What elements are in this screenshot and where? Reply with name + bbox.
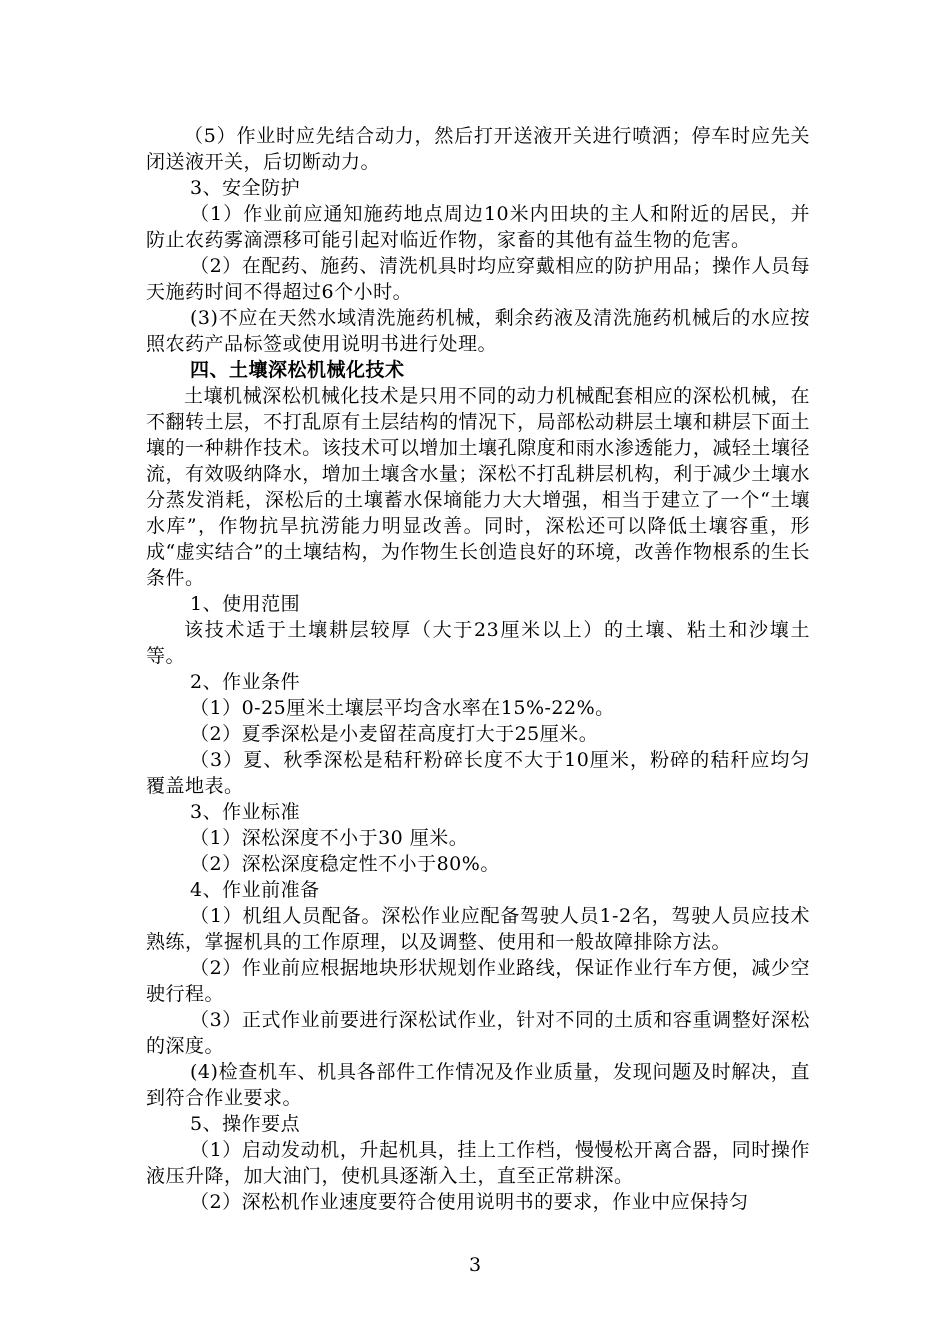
paragraph: （3）正式作业前要进行深松试作业，针对不同的土质和容重调整好深松的深度。: [146, 1009, 810, 1057]
section-heading: 四、土壤深松机械化技术: [190, 359, 405, 381]
paragraph: 4、作业前准备: [190, 879, 320, 901]
paragraph: 该技术适于土壤耕层较厚（大于23厘米以上）的土壤、粘土和沙壤土等。: [146, 619, 810, 667]
paragraph: （2）深松机作业速度要符合使用说明书的要求，作业中应保持匀: [190, 1191, 749, 1213]
paragraph: （1）深松深度不小于30 厘米。: [190, 827, 469, 849]
paragraph: （1）0-25厘米土壤层平均含水率在15%-22%。: [190, 697, 615, 719]
paragraph: （1）机组人员配备。深松作业应配备驾驶人员1-2名，驾驶人员应技术熟练，掌握机具的工作原理，以及调整、使用和一般故障排除方法。: [146, 905, 810, 953]
paragraph: 土壤机械深松机械化技术是只用不同的动力机械配套相应的深松机械，在不翻转土层，不打乱原有土层结构的情况下，局部松动耕层土壤和耕层下面土壤的一种耕作技术。该技术可以增加土壤孔隙度和雨水渗透能力，减轻土壤径流，有效吸纳降水，增加土壤含水量；深松不打乱耕层机构，利于减少土壤水分蒸发消耗，深松后的土壤蓄水保墒能力大大增强，相当于建立了一个“土壤水库”，作物抗旱抗涝能力明显改善。同时，深松还可以降低土壤容重，形成“虚实结合”的土壤结构，为作物生长创造良好的环境，改善作物根系的生长条件。: [146, 385, 810, 589]
paragraph: 3、安全防护: [190, 177, 301, 199]
paragraph: （3）夏、秋季深松是秸秆粉碎长度不大于10厘米，粉碎的秸秆应均匀覆盖地表。: [146, 749, 810, 797]
paragraph: （1）启动发动机，升起机具，挂上工作档，慢慢松开离合器，同时操作液压升降，加大油门，使机具逐渐入土，直至正常耕深。: [146, 1139, 810, 1187]
paragraph: （2）作业前应根据地块形状规划作业路线，保证作业行车方便，减少空驶行程。: [146, 957, 810, 1005]
paragraph: 3、作业标准: [190, 801, 301, 823]
paragraph: （5）作业时应先结合动力，然后打开送液开关进行喷洒；停车时应先关闭送液开关，后切断动力。: [146, 125, 810, 173]
paragraph: （1）作业前应通知施药地点周边10米内田块的主人和附近的居民，并防止农药雾滴漂移可能引起对临近作物，家畜的其他有益生物的危害。: [146, 203, 810, 251]
paragraph: （2）在配药、施药、清洗机具时均应穿戴相应的防护用品；操作人员每天施药时间不得超过6个小时。: [146, 255, 810, 303]
page-number: 3: [468, 1254, 482, 1276]
paragraph: 2、作业条件: [190, 671, 301, 693]
paragraph: 1、使用范围: [190, 593, 301, 615]
paragraph: （2）夏季深松是小麦留茬高度打大于25厘米。: [190, 723, 599, 745]
paragraph: (4)检查机车、机具各部件工作情况及作业质量，发现问题及时解决，直到符合作业要求。: [146, 1061, 810, 1109]
paragraph: (3)不应在天然水域清洗施药机械，剩余药液及清洗施药机械后的水应按照农药产品标签或使用说明书进行处理。: [146, 307, 810, 355]
paragraph: 5、操作要点: [190, 1113, 301, 1135]
paragraph: （2）深松深度稳定性不小于80%。: [190, 853, 500, 875]
body-text: [146, 123, 810, 1215]
